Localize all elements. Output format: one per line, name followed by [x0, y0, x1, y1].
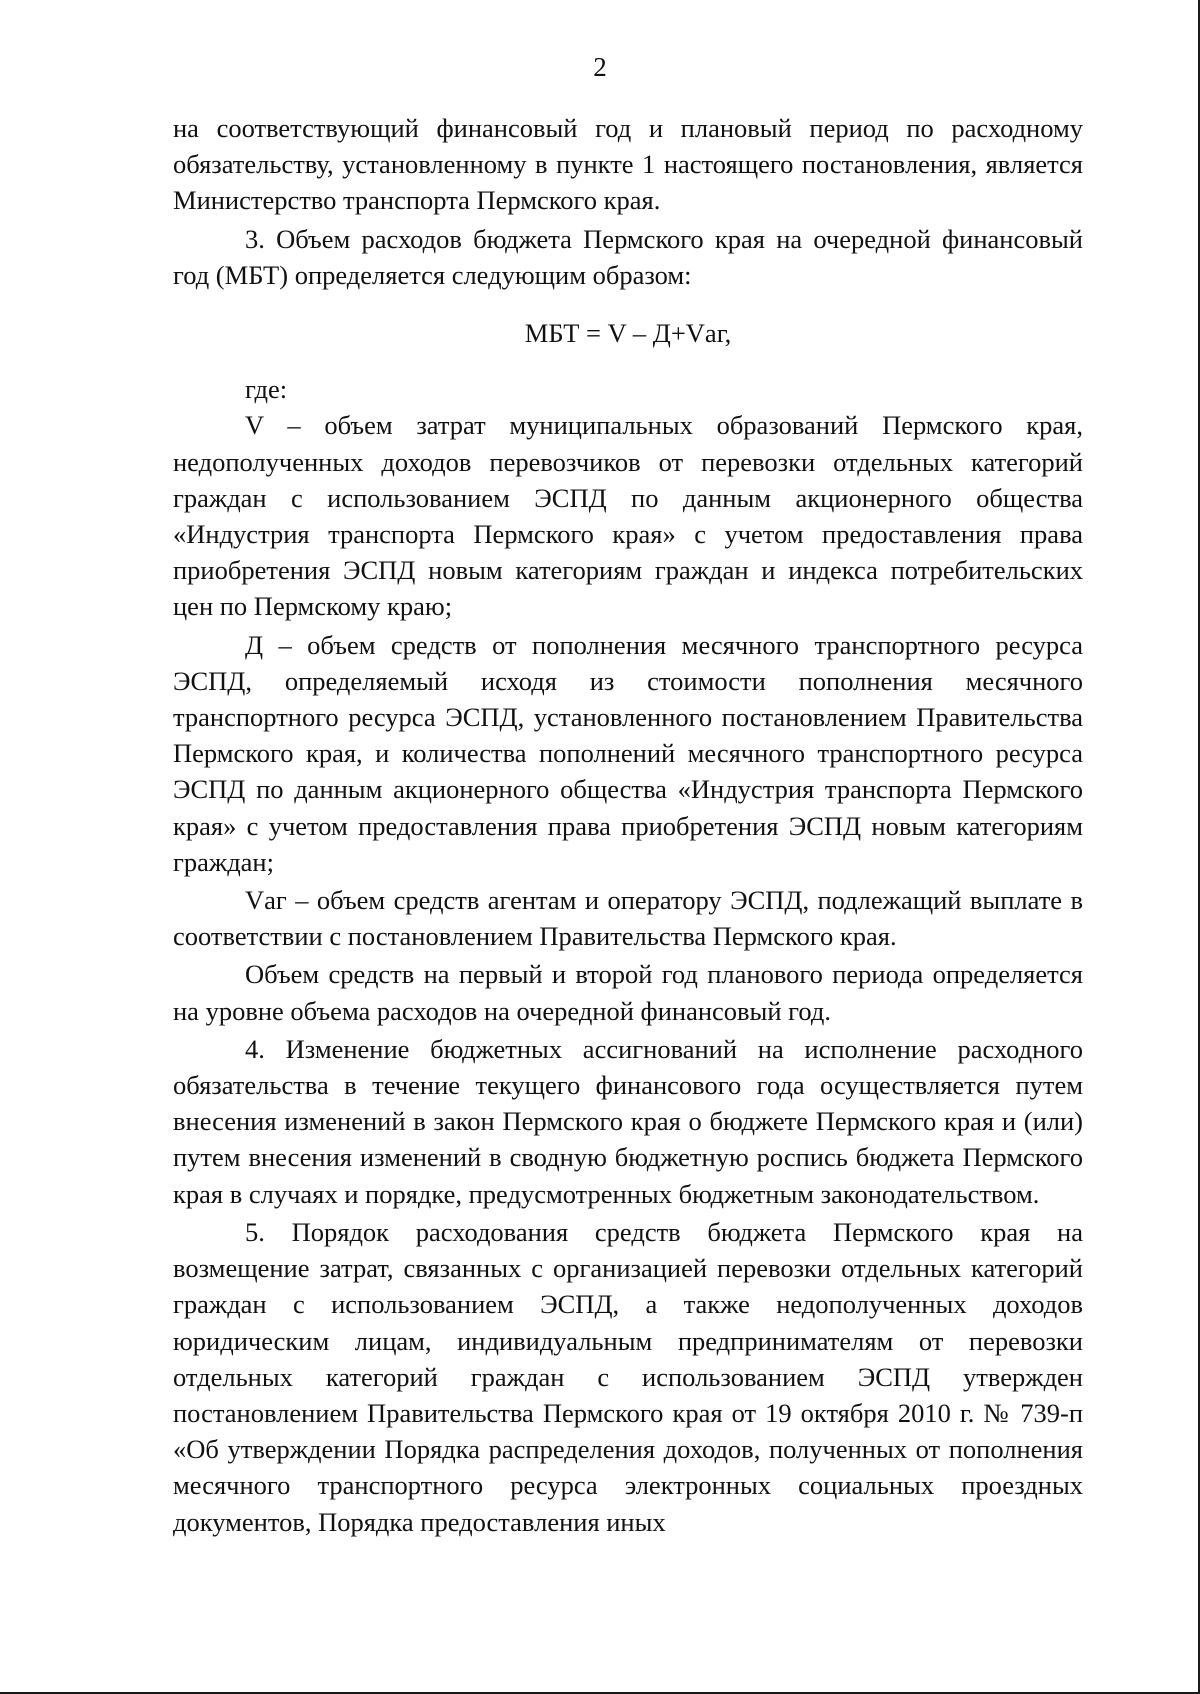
definition-vag: Vаг – объем средств агентам и оператору ЭСПД, подлежащий выплате в соответствии с постановлением Правительства Пермского края. — [173, 885, 1083, 952]
paragraph-item-5: 5. Порядок расходования средств бюджета Пермского края на возмещение затрат, связанных с организацией перевозки отдельных категорий граждан с использованием ЭСПД, а также недополученных доходов юридическим лицам, индивидуальным предпринимателям от перевозки отдельных категорий граждан с использованием ЭСПД утвержден постановлением Правительства Пермского края от 19 октября 2010 г. № 739-п «Об утверждении Порядка распределения доходов, полученных от пополнения месячного транспортного ресурса электронных социальных проездных документов, Порядка предоставления иных — [173, 1216, 1083, 1537]
paragraph-planning-period: Объем средств на первый и второй год планового периода определяется на уровне объема расходов на очередной финансовый год. — [173, 959, 1083, 1026]
paragraph-continuation: на соответствующий финансовый год и плановый период по расходному обязательству, установленному в пункте 1 настоящего постановления, является Министерство транспорта Пермского края. — [173, 113, 1083, 216]
formula: МБТ = V – Д+Vаг, — [524, 318, 732, 349]
definition-d: Д – объем средств от пополнения месячного транспортного ресурса ЭСПД, определяемый исходя из стоимости пополнения месячного транспортного ресурса ЭСПД, установленного постановлением Правительства Пермского края, и количества пополнений месячного транспортного ресурса ЭСПД по данным акционерного общества «Индустрия транспорта Пермского края» с учетом предоставления права приобретения ЭСПД новым категориям граждан; — [173, 629, 1083, 877]
page-number: 2 — [593, 52, 607, 82]
paragraph-item-3: 3. Объем расходов бюджета Пермского края на очередной финансовый год (МБТ) определяется следующим образом: — [173, 223, 1083, 290]
where-label: где: — [245, 374, 288, 405]
paragraph-item-4: 4. Изменение бюджетных ассигнований на исполнение расходного обязательства в течение текущего финансового года осуществляется путем внесения изменений в закон Пермского края о бюджете Пермского края и (или) путем внесения изменений в сводную бюджетную роспись бюджета Пермского края в случаях и порядке, предусмотренных бюджетным законодательством. — [173, 1033, 1083, 1209]
definition-v: V – объем затрат муниципальных образований Пермского края, недополученных доходов перевозчиков от перевозки отдельных категорий граждан с использованием ЭСПД по данным акционерного общества «Индустрия транспорта Пермского края» с учетом предоставления права приобретения ЭСПД новым категориям граждан и индекса потребительских цен по Пермскому краю; — [173, 410, 1083, 622]
document-body — [173, 110, 1083, 1540]
